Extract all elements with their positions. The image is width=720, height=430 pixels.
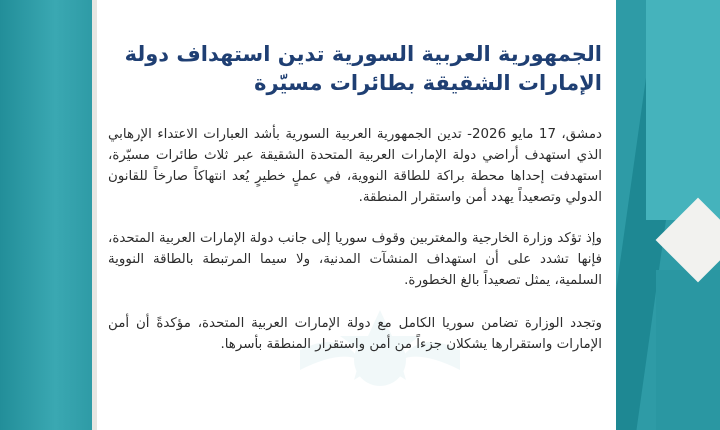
statement-paragraph: دمشق، 17 مايو 2026- تدين الجمهورية العربية السورية بأشد العبارات الاعتداء الإرهابي الذي استهدف أراضي دولة الإمارات العربية المتحدة الشقيقة عبر ثلاث طائرات مسيّرة، استهدفت إحداها محطة براكة للطاقة النووية، في عملٍ خطيرٍ يُعد انتهاكاً صارخاً للقانون الدولي وتصعيداً يهدد أمن واستقرار المنطقة.: [108, 127, 603, 205]
statement-body: [108, 40, 602, 375]
statement-paragraph: وإذ تؤكد وزارة الخارجية والمغتربين وقوف سوريا إلى جانب دولة الإمارات العربية المتحدة، فإنها تشدد على أن استهداف المنشآت المدنية، ولا سيما المرتبطة بالطاقة النووية السلمية، يمثل تصعيداً بالغ الخطورة.: [108, 231, 602, 288]
statement-headline: الجمهورية العربية السورية تدين استهداف دولة الإمارات الشقيقة بطائرات مسيّرة: [124, 42, 602, 95]
statement-paragraph: وتجدد الوزارة تضامن سوريا الكامل مع دولة الإمارات العربية المتحدة، مؤكدةً أن أمن الإمارات واستقرارها يشكلان جزءاً من أمن واستقرار المنطقة بأسرها.: [108, 316, 602, 352]
card-left-edge: [92, 0, 97, 430]
left-accent-band: [0, 0, 92, 430]
right-accent-strip: [616, 0, 720, 430]
left-accent-strip: [0, 0, 92, 430]
accent-shape: [656, 270, 720, 430]
accent-shape: [646, 0, 720, 220]
